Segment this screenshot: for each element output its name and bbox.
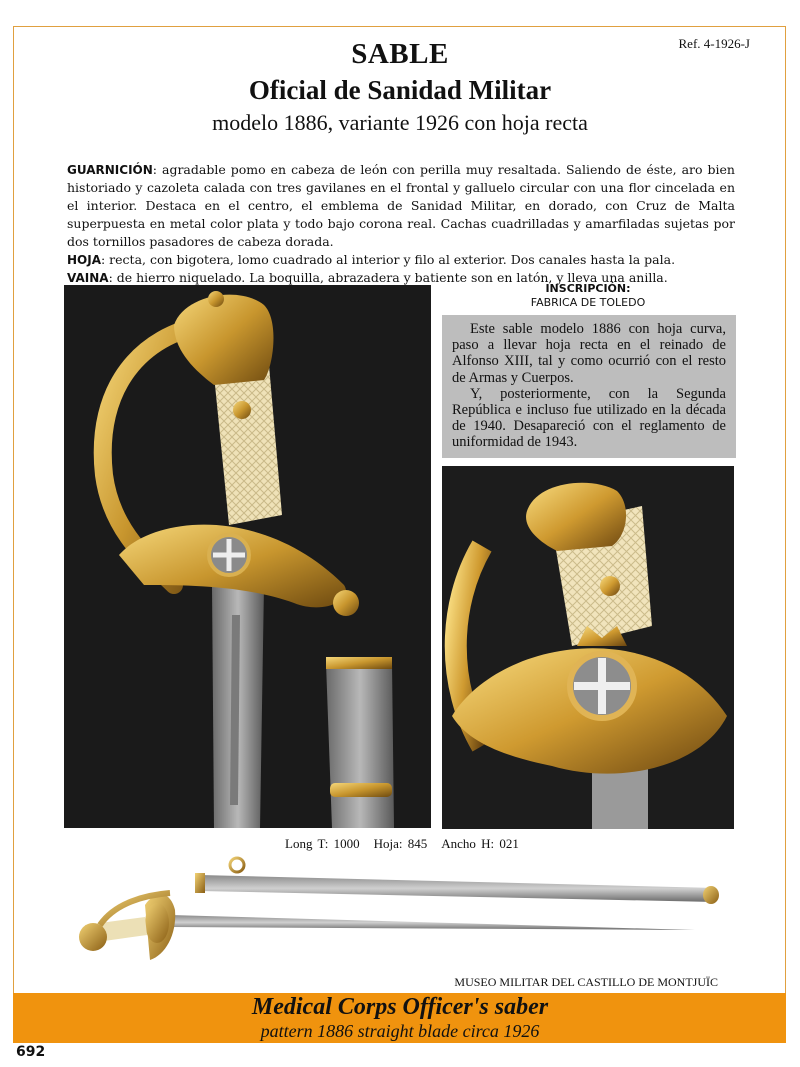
guard-detail-photo	[442, 466, 734, 829]
vaina-text: : de hierro niquelado. La boquilla, abrazadera y batiente son en latón, y lleva una anilla.	[108, 270, 668, 285]
title-subtitle: Oficial de Sanidad Militar	[248, 75, 552, 105]
page-number: 692	[16, 1044, 46, 1060]
title-model: modelo 1886, variante 1926 con hoja recta	[212, 110, 588, 135]
measurements	[285, 836, 533, 852]
hoja-label: HOJA	[67, 253, 101, 267]
english-subtitle: pattern 1886 straight blade circa 1926	[260, 1021, 540, 1041]
history-note-paragraph-1: Este sable modelo 1886 con hoja curva, paso a llevar hoja recta en el reinado de Alfonso XIII, tal y como ocurrió con el resto de Armas y Cuerpos.	[452, 321, 726, 386]
history-note-paragraph-2: Y, posteriormente, con la Segunda República e incluso fue utilizado en la década de 1940. Desapareció con el reglamento de uniformidad de 1943.	[452, 385, 726, 451]
description-block	[67, 161, 735, 287]
title-main: SABLE	[351, 38, 449, 70]
full-sword-photo	[75, 855, 725, 970]
english-title: Medical Corps Officer's saber	[251, 994, 549, 1020]
inscription-title: INSCRIPCIÓN:	[545, 282, 631, 295]
museum-credit: MUSEO MILITAR DEL CASTILLO DE MONTJUÏC	[454, 975, 718, 989]
hoja-paragraph	[67, 251, 735, 269]
guarnicion-label: GUARNICIÓN	[67, 163, 153, 177]
hoja-text: : recta, con bigotera, lomo cuadrado al interior y filo al exterior. Dos canales hasta la pala.	[101, 252, 676, 267]
guarnicion-paragraph	[67, 161, 735, 251]
reference-code: Ref. 4-1926-J	[678, 36, 750, 51]
guarnicion-text: : agradable pomo en cabeza de león con perilla muy resaltada. Saliendo de éste, aro bien historiado y cazoleta calada con tres gavilanes en el frontal y galluelo circular con una flor cincelada en el interior. Destaca en el centro, el emblema de Sanidad Militar, en dorado, con Cruz de Malta superpuesta en metal color plata y todo bajo corona real. Cachas cuadrilladas y amarfiladas sujetas por dos tornillos pasadores de cabeza dorada.	[67, 162, 735, 249]
vaina-label: VAINA	[67, 271, 109, 285]
hilt-photo-large	[64, 285, 431, 828]
measurement-width: Ancho H: 021	[441, 836, 519, 851]
measurement-length: Long T: 1000	[285, 836, 360, 851]
history-note-box	[442, 315, 736, 458]
inscription-value: FABRICA DE TOLEDO	[530, 296, 646, 309]
measurement-blade: Hoja: 845	[373, 836, 428, 851]
